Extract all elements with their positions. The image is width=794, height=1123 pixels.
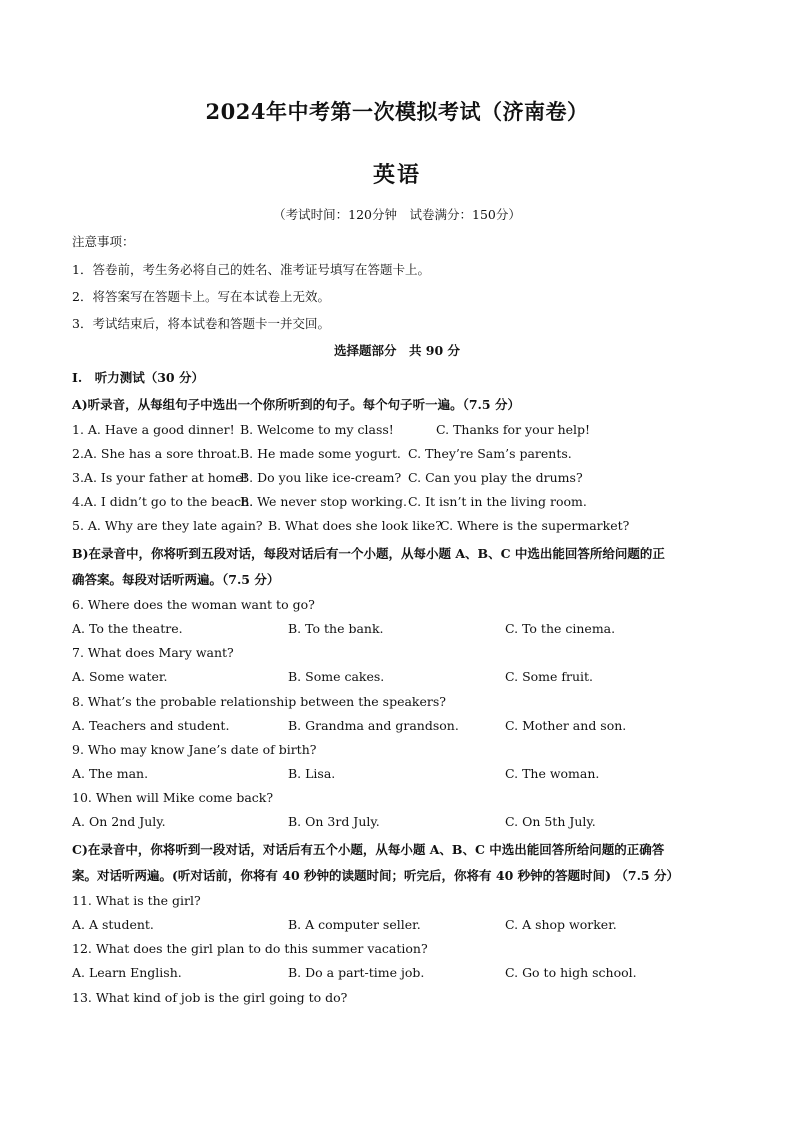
option-a: A. Teachers and student. [72,718,230,733]
option-a: A. On 2nd July. [72,814,166,829]
option-a: A. A student. [72,917,154,932]
partC-instruction: 案。对话听两遍。(听对话前，你将有 40 秒钟的读题时间；听完后，你将有 40 秒钟的答题时间) （7.5 分） [72,868,679,883]
option-b: B. Do you like ice-cream? [240,470,402,485]
option-a: 5. A. Why are they late again? [72,518,263,533]
option-b: B. Lisa. [288,766,336,781]
option-b: B. Do a part-time job. [288,965,425,980]
question: 10. When will Mike come back? [72,790,274,805]
notice-item: 1．答卷前，考生务必将自己的姓名、准考证号填写在答题卡上。 [72,262,430,277]
option-b: B. We never stop working. [240,494,407,509]
option-c: C. Go to high school. [505,965,637,980]
option-b: B. He made some yogurt. [240,446,401,461]
partC-instruction: C)在录音中，你将听到一段对话，对话后有五个小题，从每小题 A、B、C 中选出能回答所给问题的正确答 [72,842,665,857]
subject-title: 英语 [372,162,421,188]
question: 12. What does the girl plan to do this summer vacation? [72,941,428,956]
partB-instruction: 确答案。每段对话听两遍。（7.5 分） [72,572,280,587]
exam-info: （考试时间：120分钟 试卷满分：150分） [273,207,521,222]
notice-item: 3．考试结束后，将本试卷和答题卡一并交回。 [72,316,330,331]
notice-item: 2．将答案写在答题卡上。写在本试卷上无效。 [72,289,330,304]
option-b: B. Some cakes. [288,669,385,684]
option-b: B. Grandma and grandson. [288,718,459,733]
question: 9. Who may know Jane’s date of birth? [72,742,317,757]
option-c: C. The woman. [505,766,600,781]
exam-title: 2024年中考第一次模拟考试（济南卷） [205,99,589,124]
option-c: C. Can you play the drums? [408,470,583,485]
option-b: B. Welcome to my class! [240,422,394,437]
option-c: C. A shop worker. [505,917,617,932]
option-c: C. They’re Sam’s parents. [408,446,572,461]
option-c: C. Mother and son. [505,718,627,733]
option-a: 1. A. Have a good dinner! [72,422,235,437]
question: 8. What’s the probable relationship between the speakers? [72,694,446,709]
option-c: C. Some fruit. [505,669,594,684]
option-c: C. To the cinema. [505,621,616,636]
option-c: C. It isn’t in the living room. [408,494,587,509]
option-a: A. To the theatre. [72,621,183,636]
option-c: C. Thanks for your help! [436,422,591,437]
option-b: B. On 3rd July. [288,814,380,829]
option-b: B. To the bank. [288,621,384,636]
question: 13. What kind of job is the girl going to do? [72,990,348,1005]
partB-instruction: B)在录音中，你将听到五段对话，每段对话后有一个小题，从每小题 A、B、C 中选出能回答所给问题的正 [72,546,665,561]
option-a: A. Some water. [72,669,168,684]
option-b: B. What does she look like? [268,518,442,533]
question: 11. What is the girl? [72,893,201,908]
option-a: 4.A. I didn’t go to the beach. [72,494,254,509]
question: 7. What does Mary want? [72,645,234,660]
option-b: B. A computer seller. [288,917,421,932]
option-a: A. The man. [72,766,149,781]
part-title: 选择题部分 共 90 分 [333,343,461,358]
option-c: C. Where is the supermarket? [440,518,630,533]
option-c: C. On 5th July. [505,814,596,829]
option-a: 3.A. Is your father at home! [72,470,248,485]
option-a: 2.A. She has a sore throat. [72,446,241,461]
section-title: I. 听力测试（30 分） [72,370,204,385]
question: 6. Where does the woman want to go? [72,597,315,612]
partA-instruction: A)听录音，从每组句子中选出一个你所听到的句子。每个句子听一遍。（7.5 分） [72,397,520,412]
notice-heading: 注意事项： [72,234,135,249]
option-a: A. Learn English. [72,965,182,980]
